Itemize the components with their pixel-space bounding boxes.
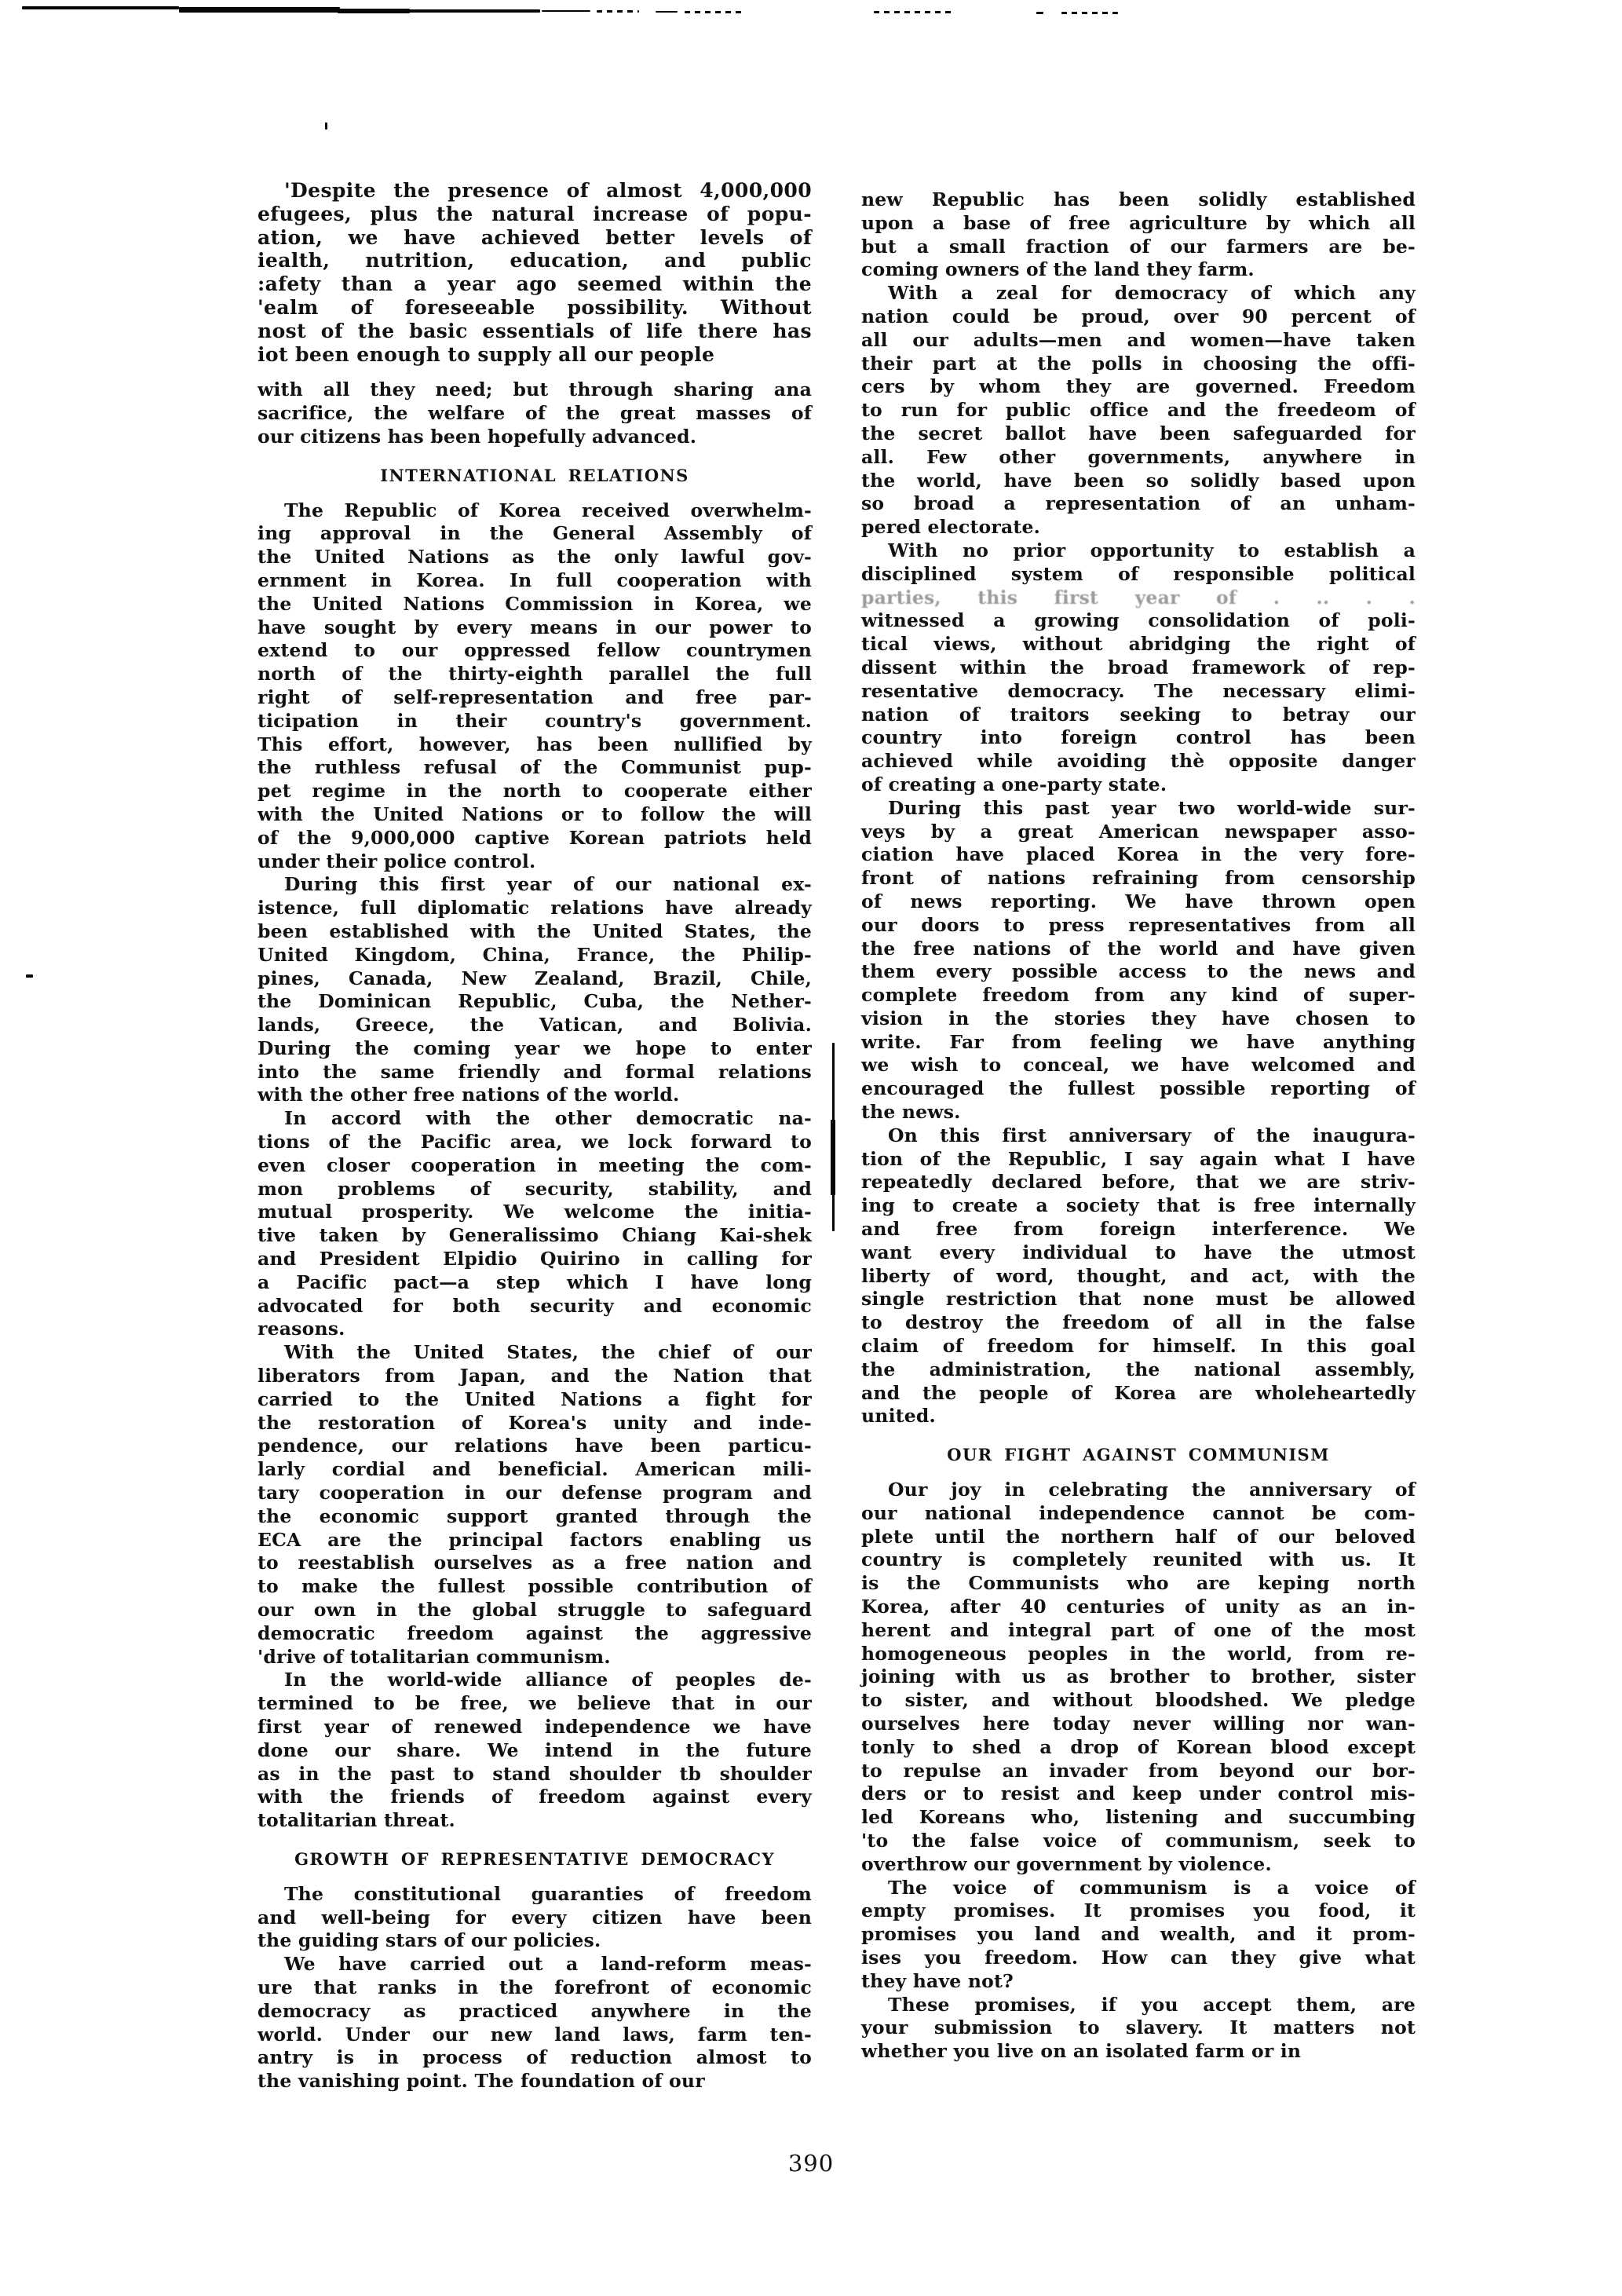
text-line: extend to our oppressed fellow countrymen	[258, 639, 812, 662]
paragraph	[861, 539, 1416, 797]
text-line: :afety than a year ago seemed within the	[258, 272, 812, 296]
text-line: a Pacific pact—a step which I have long	[258, 1270, 812, 1293]
text-line: new Republic has been solidly established	[861, 188, 1416, 210]
text-line: tonly to shed a drop of Korean blood except	[861, 1735, 1416, 1758]
text-line: lands, Greece, the Vatican, and Bolivia.	[258, 1014, 812, 1036]
paragraph	[258, 1953, 812, 2093]
text-line: carried to the United Nations a fight for	[258, 1387, 812, 1410]
text-line: ticipation in their country's government.	[258, 709, 812, 732]
text-line: pet regime in the north to cooperate either	[258, 780, 812, 803]
text-line: During the coming year we hope to enter	[258, 1036, 812, 1059]
text-line: istence, full diplomatic relations have already	[258, 897, 812, 919]
text-line: achieved while avoiding thè opposite danger	[861, 750, 1416, 773]
section-heading-our-fight-against-communism: OUR FIGHT AGAINST COMMUNISM	[947, 1445, 1330, 1465]
text-line: country is completely reunited with us. It	[861, 1548, 1416, 1571]
paragraph	[861, 282, 1416, 539]
text-line: your submission to slavery. It matters not	[861, 2016, 1416, 2039]
text-line: sacrifice, the welfare of the great masses of	[258, 402, 812, 425]
scan-edge-line	[874, 11, 952, 13]
text-line: all. Few other governments, anywhere in	[861, 445, 1416, 468]
text-line: been established with the United States, the	[258, 919, 812, 942]
text-line: 'ealm of foreseeable possibility. Without	[258, 295, 812, 319]
text-line: ing to create a society that is free internally	[861, 1194, 1416, 1217]
text-line: complete freedom from any kind of super-	[861, 984, 1416, 1007]
text-line: efugees, plus the natural increase of popu-	[258, 202, 812, 225]
text-line: them every possible access to the news and	[861, 960, 1416, 983]
text-line: tion of the Republic, I say again what I have	[861, 1147, 1416, 1170]
paragraph	[861, 1124, 1416, 1428]
text-line: parties, this first year of . .. . .	[861, 586, 1416, 609]
text-line: and well-being for every citizen have been	[258, 1906, 812, 1929]
text-line: even closer cooperation in meeting the com-	[258, 1153, 812, 1176]
paragraph	[861, 1479, 1416, 1877]
text-line: done our share. We intend in the future	[258, 1738, 812, 1761]
text-line: larly cordial and beneficial. American mili-	[258, 1458, 812, 1481]
paragraph	[258, 378, 812, 448]
text-line: of news reporting. We have thrown open	[861, 890, 1416, 912]
text-line: but a small fraction of our farmers are be-	[861, 235, 1416, 258]
text-line: have sought by every means in our power to	[258, 616, 812, 638]
text-line: homogeneous peoples in the world, from re-	[861, 1642, 1416, 1665]
column-rule-artifact	[831, 1120, 835, 1195]
text-line: united.	[861, 1405, 936, 1428]
section-heading-growth-of-representative-democracy: GROWTH OF REPRESENTATIVE DEMOCRACY	[294, 1848, 775, 1869]
text-line: to run for public office and the freedeom of	[861, 399, 1416, 422]
text-line: iealth, nutrition, education, and public	[258, 249, 812, 272]
text-line: 'to the false voice of communism, seek to	[861, 1829, 1416, 1852]
text-line: our doors to press representatives from all	[861, 913, 1416, 936]
text-line: mutual prosperity. We welcome the initia-	[258, 1201, 812, 1223]
text-line: all our adults—men and women—have taken	[861, 328, 1416, 351]
scan-edge-line	[542, 10, 590, 12]
text-line: With the United States, the chief of our	[284, 1341, 812, 1364]
text-line: as in the past to stand shoulder tb shoulder	[258, 1762, 812, 1785]
paragraph	[258, 1883, 812, 1953]
text-line: pines, Canada, New Zealand, Brazil, Chile,	[258, 967, 812, 989]
text-line: the administration, the national assembly,	[861, 1358, 1416, 1380]
text-line: liberators from Japan, and the Nation that	[258, 1365, 812, 1387]
text-line: so broad a representation of an unham-	[861, 492, 1416, 515]
text-line: the free nations of the world and have given	[861, 937, 1416, 960]
text-line: with all they need; but through sharing ana	[258, 378, 812, 401]
text-line: The Republic of Korea received overwhelm-	[284, 499, 812, 521]
scan-edge-line	[338, 9, 410, 13]
paragraph	[861, 188, 1416, 282]
text-line: We have carried out a land-reform meas-	[284, 1953, 812, 1976]
text-line: tary cooperation in our defense program and	[258, 1482, 812, 1504]
text-line: In the world-wide alliance of peoples de-	[284, 1669, 812, 1691]
text-line: These promises, if you accept them, are	[888, 1993, 1416, 2016]
scan-edge-line	[22, 6, 179, 9]
text-line: they have not?	[861, 1969, 1014, 1992]
text-line: ure that ranks in the forefront of economic	[258, 1976, 812, 1998]
text-line: the ruthless refusal of the Communist pup-	[258, 756, 812, 779]
text-line: led Koreans who, listening and succumbing	[861, 1806, 1416, 1829]
text-line: world. Under our new land laws, farm ten-	[258, 2023, 812, 2046]
text-line: The constitutional guaranties of freedom	[284, 1882, 812, 1905]
text-line: mon problems of security, stability, and	[258, 1177, 812, 1200]
scan-edge-line	[179, 7, 340, 13]
text-line: ourselves here today never willing nor wan-	[861, 1713, 1416, 1735]
text-line: termined to be free, we believe that in our	[258, 1692, 812, 1715]
text-line: resentative democracy. The necessary elimi-	[861, 679, 1416, 702]
text-line: the vanishing point. The foundation of our	[258, 2070, 705, 2093]
text-line: to sister, and without bloodshed. We pledge	[861, 1689, 1416, 1712]
scan-edge-line	[1036, 12, 1043, 14]
text-line: to destroy the freedom of all in the false	[861, 1311, 1416, 1334]
text-line: 'drive of totalitarian communism.	[258, 1645, 611, 1668]
text-line: democratic freedom against the aggressive	[258, 1621, 812, 1644]
paragraph	[258, 1669, 812, 1833]
text-line: right of self-representation and free par-	[258, 686, 812, 708]
text-line: whether you live on an isolated farm or in	[861, 2040, 1302, 2063]
text-line: the news.	[861, 1101, 961, 1124]
text-line: and President Elpidio Quirino in calling for	[258, 1248, 812, 1270]
text-line: advocated for both security and economic	[258, 1294, 812, 1317]
text-line: the Dominican Republic, Cuba, the Nether-	[258, 990, 812, 1013]
text-line: iot been enough to supply all our people	[258, 342, 715, 366]
text-line: to repulse an invader from beyond our bor-	[861, 1759, 1416, 1782]
text-line: ation, we have achieved better levels of	[258, 225, 812, 249]
text-line: pered electorate.	[861, 516, 1040, 539]
text-line: of creating a one-party state.	[861, 773, 1167, 795]
text-line: our own in the global struggle to safeguard	[258, 1599, 812, 1621]
text-line: our citizens has been hopefully advanced.	[258, 425, 697, 448]
text-line: the secret ballot have been safeguarded for	[861, 422, 1416, 444]
text-line: The voice of communism is a voice of	[888, 1876, 1416, 1899]
text-line: promises you land and wealth, and it prom-	[861, 1923, 1416, 1946]
scan-edge-line	[656, 11, 678, 13]
text-line: joining with us as brother to brother, sister	[861, 1665, 1416, 1688]
text-line: nost of the basic essentials of life there has	[258, 319, 812, 342]
text-line: and free from foreign interference. We	[861, 1218, 1416, 1241]
text-line: with the friends of freedom against every	[258, 1786, 812, 1808]
text-line: liberty of word, thought, and act, with the	[861, 1264, 1416, 1287]
paragraph	[861, 1994, 1416, 2064]
text-line: empty promises. It promises you food, it	[861, 1899, 1416, 1922]
text-line: north of the thirty-eighth parallel the full	[258, 663, 812, 686]
text-line: disciplined system of responsible political	[861, 562, 1416, 585]
scan-speck	[325, 122, 327, 130]
text-line: to reestablish ourselves as a free nation and	[258, 1552, 812, 1574]
text-line: the restoration of Korea's unity and inde-	[258, 1411, 812, 1434]
page-number: 390	[787, 2150, 835, 2177]
paragraph	[258, 179, 812, 366]
text-line: ders or to resist and keep under control mis-	[861, 1782, 1416, 1805]
text-line: with the United Nations or to follow the will	[258, 803, 812, 825]
paragraph	[258, 1341, 812, 1669]
paragraph	[861, 1877, 1416, 1994]
text-line: tions of the Pacific area, we lock forward to	[258, 1131, 812, 1153]
text-line: vision in the stories they have chosen to	[861, 1007, 1416, 1029]
text-line: with the other free nations of the world.	[258, 1084, 680, 1106]
scan-edge-line	[1061, 12, 1118, 14]
text-line: the guiding stars of our policies.	[258, 1929, 601, 1952]
text-line: upon a base of free agriculture by which all	[861, 211, 1416, 234]
text-line: of the 9,000,000 captive Korean patriots held	[258, 826, 812, 849]
text-line: is the Communists who are keping north	[861, 1572, 1416, 1595]
text-line: 'Despite the presence of almost 4,000,000	[284, 179, 812, 202]
text-line: want every individual to have the utmost	[861, 1241, 1416, 1263]
text-line: nation of traitors seeking to betray our	[861, 703, 1416, 726]
paragraph	[258, 499, 812, 874]
text-line: single restriction that none must be allowed	[861, 1288, 1416, 1311]
text-line: ernment in Korea. In full cooperation with	[258, 569, 812, 591]
text-line: ECA are the principal factors enabling us	[258, 1528, 812, 1551]
scan-edge-line	[685, 11, 746, 13]
scan-edge-line	[597, 10, 639, 13]
text-line: United Kingdom, China, France, the Philip-	[258, 943, 812, 966]
text-line: ciation have placed Korea in the very fore-	[861, 843, 1416, 866]
text-line: repeatedly declared before, that we are striv-	[861, 1171, 1416, 1194]
text-line: the economic support granted through the	[258, 1504, 812, 1527]
text-line: Korea, after 40 centuries of unity as an in-	[861, 1596, 1416, 1618]
text-line: dissent within the broad framework of rep-	[861, 656, 1416, 678]
text-line: In accord with the other democratic na-	[284, 1107, 812, 1130]
text-line: democracy as practiced anywhere in the	[258, 1999, 812, 2022]
text-line: During this first year of our national ex-	[284, 873, 812, 896]
text-line: antry is in process of reduction almost to	[258, 2046, 812, 2069]
text-line: pendence, our relations have been particu-	[258, 1435, 812, 1457]
text-line: Our joy in celebrating the anniversary of	[888, 1479, 1416, 1501]
text-line: witnessed a growing consolidation of poli-	[861, 609, 1416, 632]
paragraph	[258, 873, 812, 1107]
text-line: totalitarian threat.	[258, 1809, 455, 1832]
section-heading-international-relations: INTERNATIONAL RELATIONS	[380, 465, 689, 485]
text-line: plete until the northern half of our beloved	[861, 1525, 1416, 1548]
text-line: herent and integral part of one of the most	[861, 1618, 1416, 1641]
text-line: veys by a great American newspaper asso-	[861, 820, 1416, 843]
text-line: and the people of Korea are wholeheartedly	[861, 1381, 1416, 1404]
text-line: encouraged the fullest possible reporting of	[861, 1077, 1416, 1100]
left-column	[258, 179, 812, 2093]
text-line: With no prior opportunity to establish a	[888, 539, 1416, 561]
text-line: With a zeal for democracy of which any	[888, 282, 1416, 305]
text-line: the United Nations Commission in Korea, we	[258, 592, 812, 615]
text-line: we wish to conceal, we have welcomed and	[861, 1054, 1416, 1077]
text-line: under their police control.	[258, 850, 536, 872]
text-line: front of nations refraining from censorship	[861, 867, 1416, 890]
scan-edge-line	[408, 9, 540, 13]
text-line: our national independence cannot be com-	[861, 1501, 1416, 1524]
scan-speck	[26, 974, 33, 978]
text-line: write. Far from feeling we have anything	[861, 1030, 1416, 1053]
text-line: the United Nations as the only lawful gov-	[258, 546, 812, 569]
text-line: During this past year two world-wide sur-	[888, 796, 1416, 819]
text-line: On this first anniversary of the inaugura-	[888, 1124, 1416, 1146]
text-line: tical views, without abridging the right of	[861, 633, 1416, 656]
text-line: cers by whom they are governed. Freedom	[861, 375, 1416, 398]
text-line: ises you freedom. How can they give what	[861, 1946, 1416, 1969]
text-line: overthrow our government by violence.	[861, 1852, 1272, 1875]
text-line: into the same friendly and formal relations	[258, 1060, 812, 1083]
text-line: country into foreign control has been	[861, 726, 1416, 749]
paragraph	[258, 1107, 812, 1341]
text-line: ing approval in the General Assembly of	[258, 522, 812, 545]
text-line: This effort, however, has been nullified by	[258, 733, 812, 755]
text-line: the world, have been so solidly based upon	[861, 469, 1416, 492]
text-line: nation could be proud, over 90 percent of	[861, 305, 1416, 327]
paragraph	[861, 797, 1416, 1124]
right-column	[861, 188, 1416, 2064]
text-line: first year of renewed independence we have	[258, 1716, 812, 1738]
text-line: coming owners of the land they farm.	[861, 258, 1255, 281]
text-line: tive taken by Generalissimo Chiang Kai-shek	[258, 1224, 812, 1247]
text-line: claim of freedom for himself. In this goal	[861, 1335, 1416, 1358]
text-line: reasons.	[258, 1318, 345, 1340]
text-line: their part at the polls in choosing the offi-	[861, 352, 1416, 375]
text-line: to make the fullest possible contribution of	[258, 1575, 812, 1598]
